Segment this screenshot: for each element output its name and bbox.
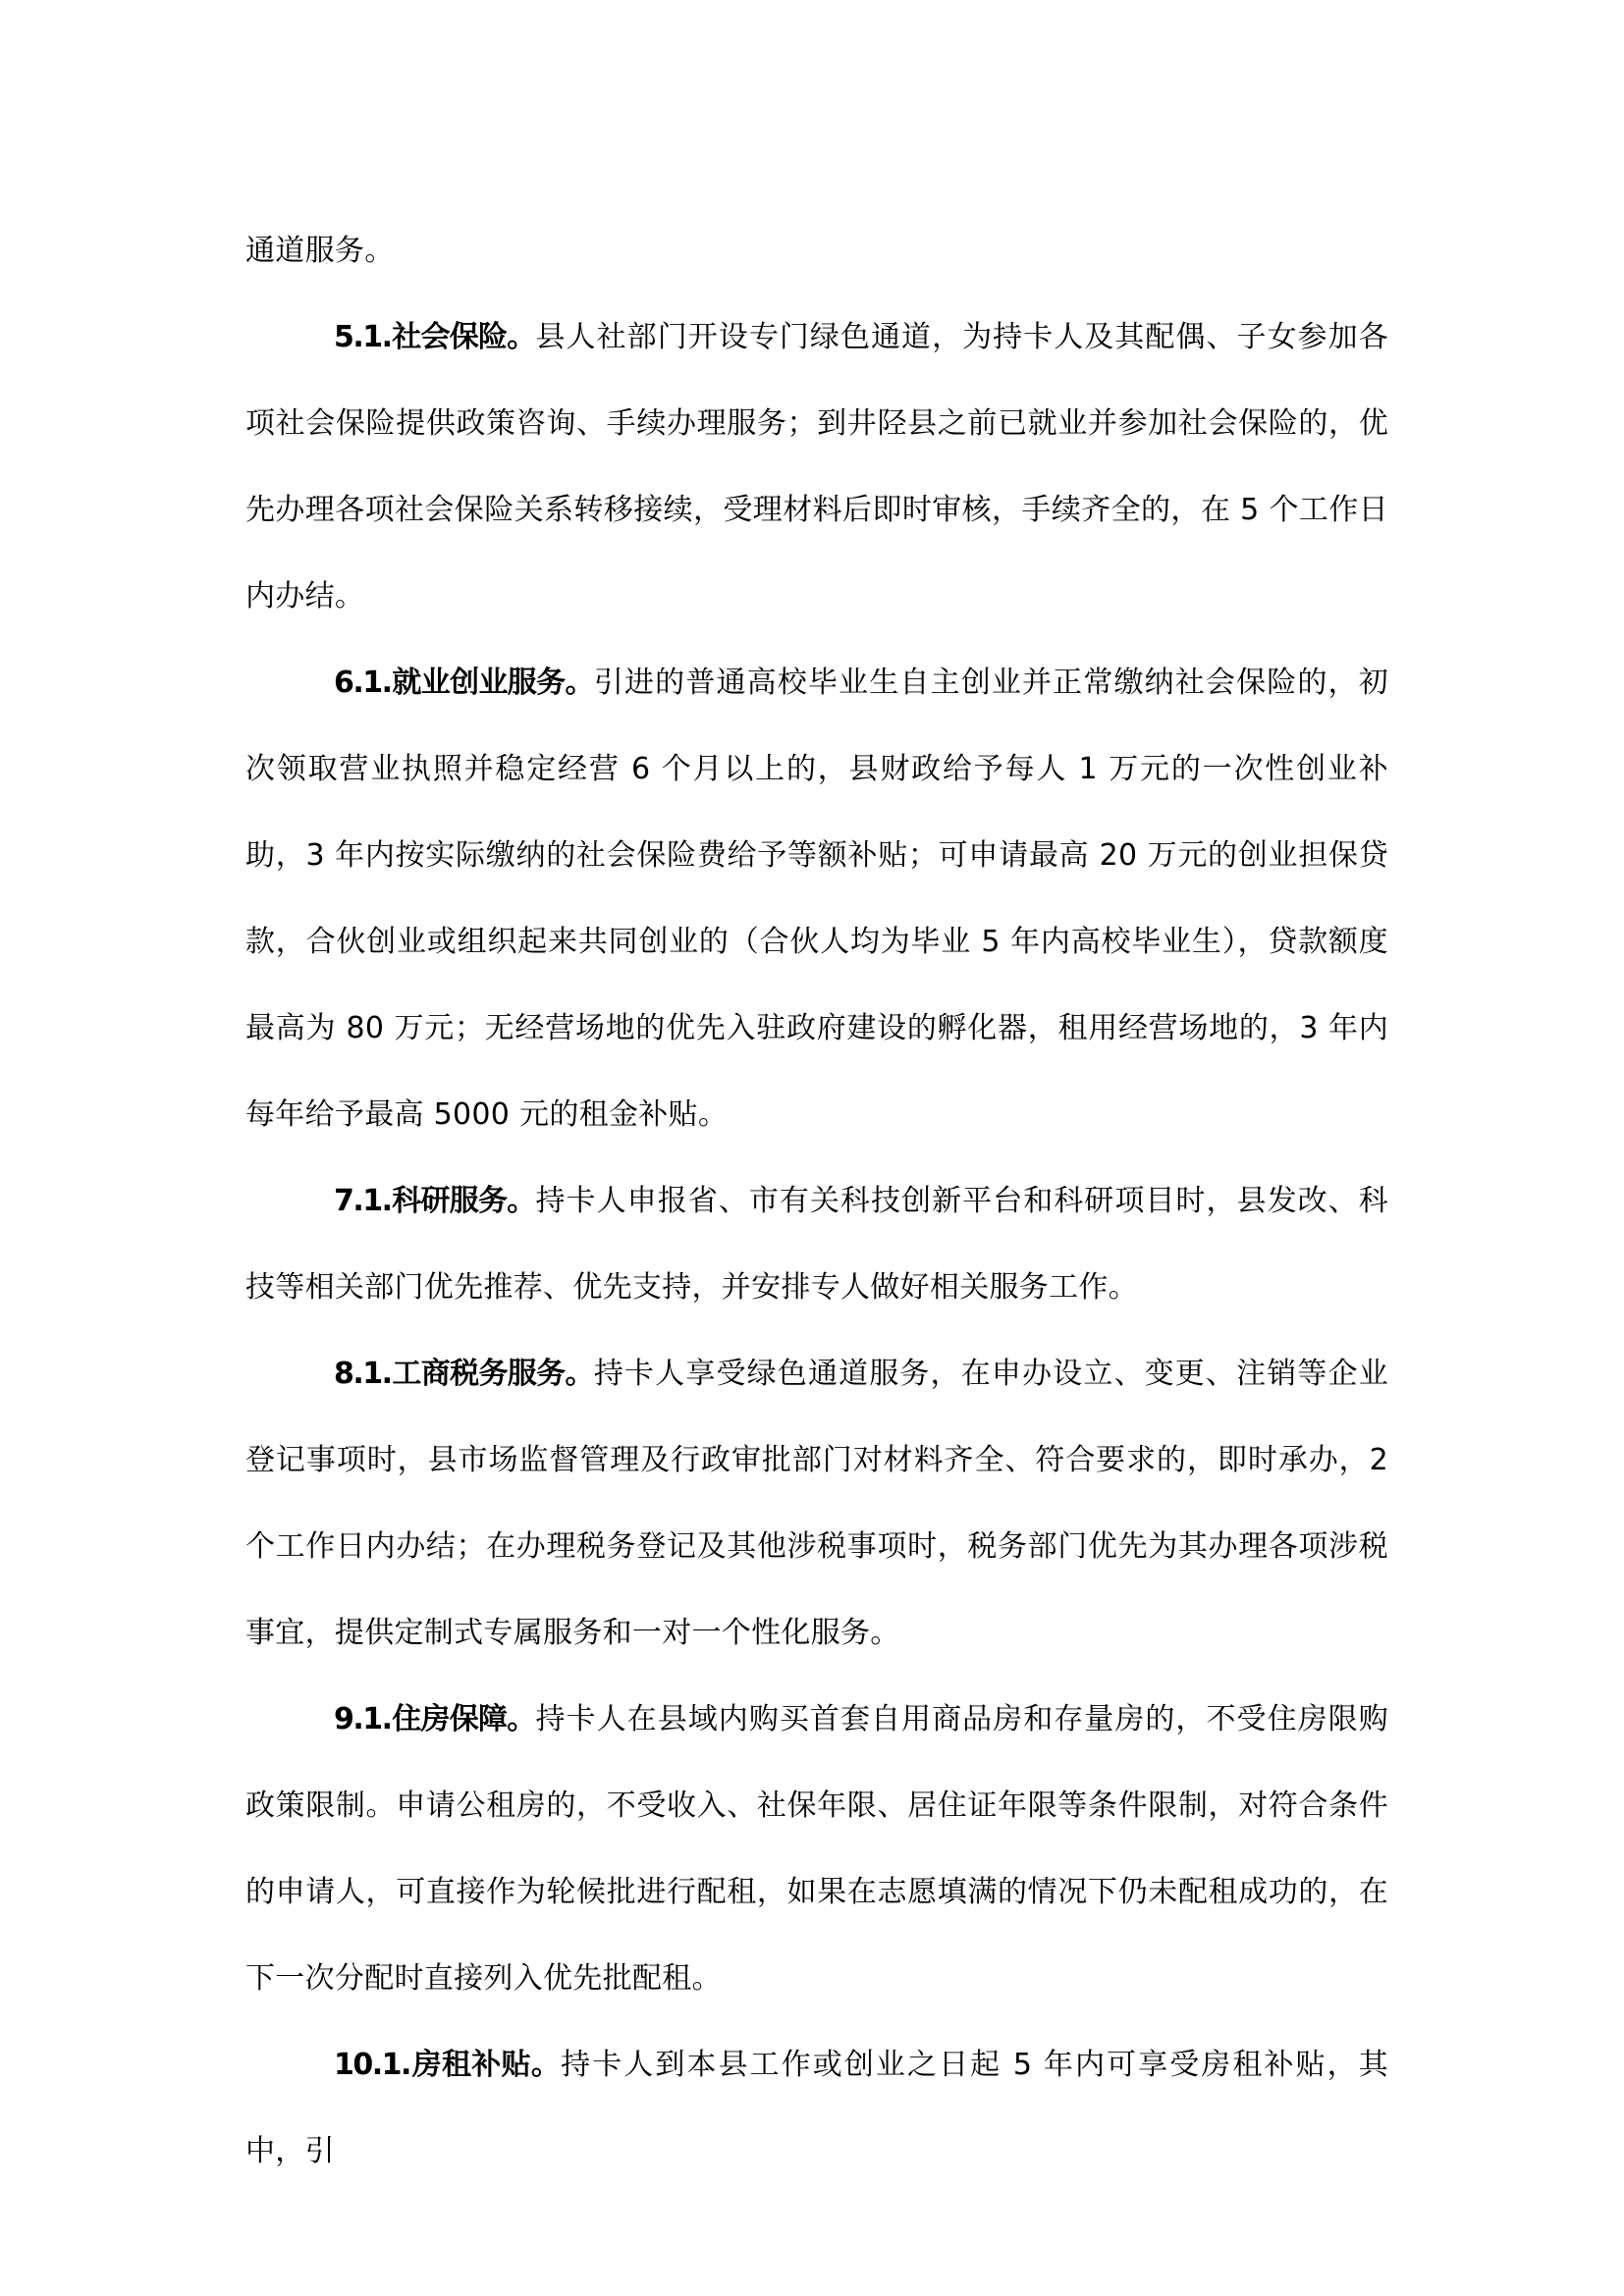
- paragraph-heading: 8.1.工商税务服务。: [334, 1357, 594, 1391]
- paragraph-text: 持卡人享受绿色通道服务，在申办设立、变更、注销等企业登记事项时，县市场监督管理及行政审批部门对材料齐全、符合要求的，即时承办，2 个工作日内办结；在办理税务登记及其他涉税事项时，税务部门优先为其办理各项涉税事宜，提供定制式专属服务和一对一个性化服务。: [245, 1357, 1388, 1650]
- paragraph-rent-subsidy: [245, 2022, 1388, 2195]
- paragraph-business-tax-service: [245, 1331, 1388, 1677]
- paragraph-text: 县人社部门开设专门绿色通道，为持卡人及其配偶、子女参加各项社会保险提供政策咨询、手续办理服务；到井陉县之前已就业并参加社会保险的，优先办理各项社会保险关系转移接续，受理材料后即时审核，手续齐全的，在 5 个工作日内办结。: [245, 320, 1388, 614]
- paragraph-text: 持卡人在县域内购买首套自用商品房和存量房的，不受住房限购政策限制。申请公租房的，不受收入、社保年限、居住证年限等条件限制，对符合条件的申请人，可直接作为轮候批进行配租，如果在志愿填满的情况下仍未配租成功的，在下一次分配时直接列入优先批配租。: [245, 1702, 1388, 1996]
- paragraph-heading: 9.1.住房保障。: [334, 1702, 536, 1736]
- paragraph-text: 持卡人申报省、市有关科技创新平台和科研项目时，县发改、科技等相关部门优先推荐、优先支持，并安排专人做好相关服务工作。: [245, 1184, 1388, 1305]
- paragraph-housing-security: [245, 1677, 1388, 2022]
- paragraph-text: 持卡人到本县工作或创业之日起 5 年内可享受房租补贴，其中，引: [245, 2048, 1388, 2168]
- paragraph-social-insurance: [245, 294, 1388, 640]
- paragraph-heading: 5.1.社会保险。: [334, 320, 536, 354]
- paragraph-research-service: [245, 1158, 1388, 1331]
- paragraph-heading: 10.1.房租补贴。: [334, 2048, 562, 2082]
- paragraph-heading: 7.1.科研服务。: [334, 1184, 536, 1218]
- paragraph-employment-entrepreneurship: [245, 640, 1388, 1158]
- paragraph-continuation: [245, 208, 1388, 294]
- paragraph-text: 通道服务。: [245, 234, 395, 268]
- paragraph-heading: 6.1.就业创业服务。: [334, 666, 594, 700]
- paragraph-text: 引进的普通高校毕业生自主创业并正常缴纳社会保险的，初次领取营业执照并稳定经营 6 个月以上的，县财政给予每人 1 万元的一次性创业补助，3 年内按实际缴纳的社会保险费给予等额补贴；可申请最高 20 万元的创业担保贷款，合伙创业或组织起来共同创业的（合伙人均为毕业 5 年内高校毕业生），贷款额度最高为 80 万元；无经营场地的优先入驻政府建设的孵化器，租用经营场地的，3 年内每年给予最高 5000 元的租金补贴。: [245, 666, 1388, 1132]
- document-body: [245, 208, 1388, 2195]
